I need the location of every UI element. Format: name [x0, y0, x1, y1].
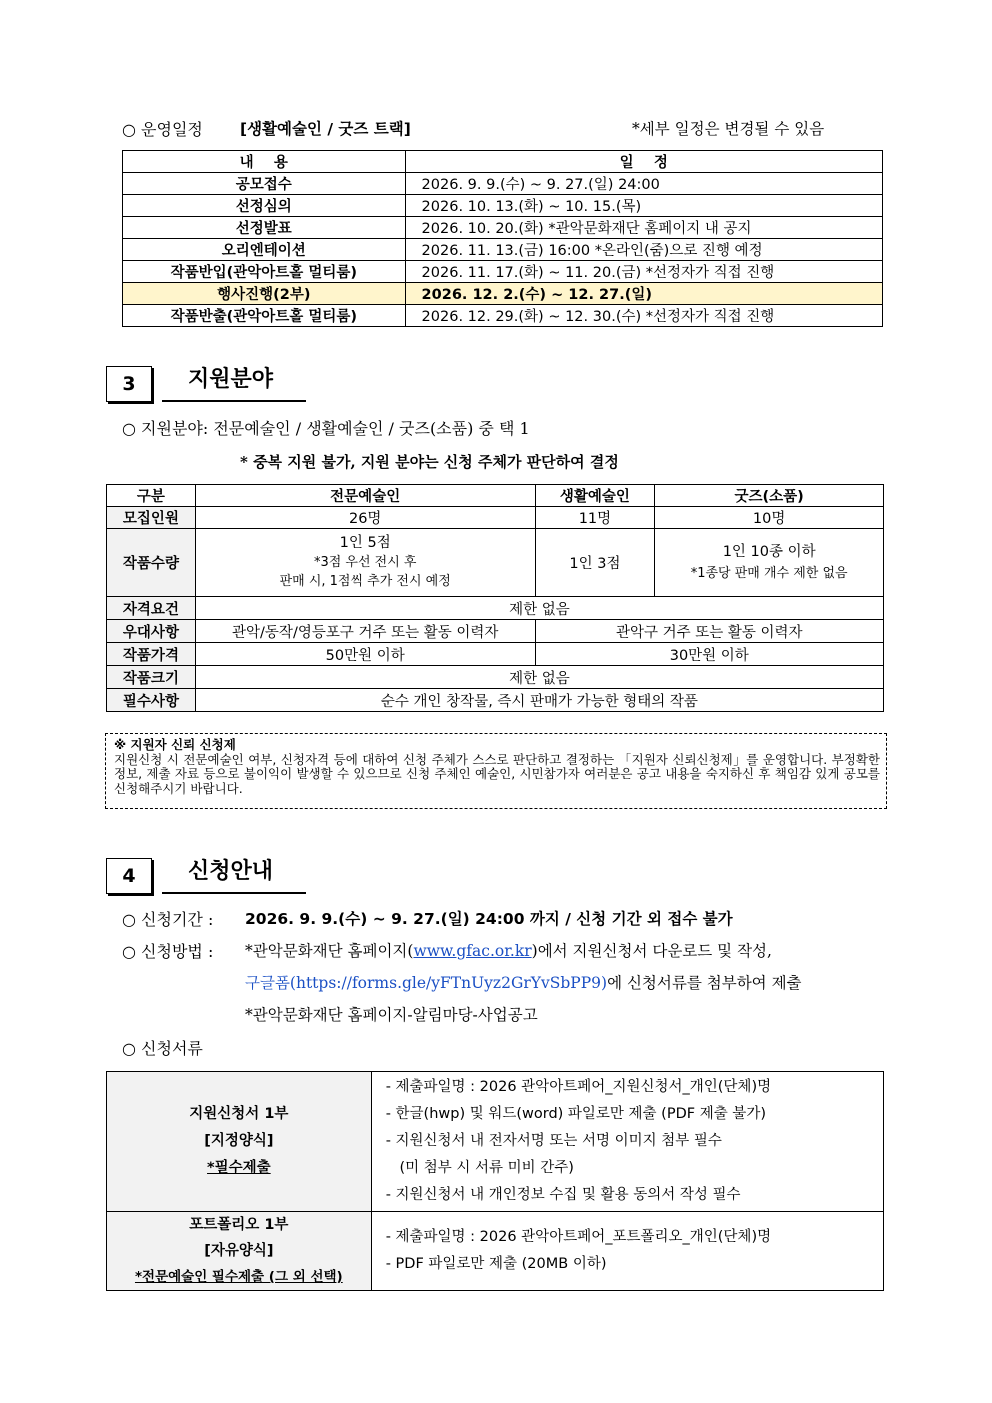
- row-label: 작품크기: [107, 666, 196, 689]
- schedule-item: 공모접수: [123, 173, 406, 195]
- field-row-required: [107, 689, 884, 712]
- docs-left-line: [지정양식]: [204, 1133, 274, 1149]
- field-row-price: [107, 643, 884, 666]
- schedule-header-date: 일 정: [405, 151, 882, 173]
- schedule-note: *세부 일정은 변경될 수 있음: [632, 120, 825, 138]
- quantity-pro-line: 1인 5점: [339, 535, 391, 551]
- schedule-row: [123, 305, 883, 327]
- docs-right-line: - PDF 파일로만 제출 (20MB 이하): [385, 1256, 607, 1272]
- field-header-category: 구분: [107, 485, 196, 507]
- docs-left-line: [자유양식]: [204, 1243, 274, 1259]
- qualification-value: 제한 없음: [195, 597, 883, 620]
- docs-right-line: - 지원신청서 내 전자서명 또는 서명 이미지 첨부 필수: [385, 1133, 722, 1149]
- schedule-row: [123, 195, 883, 217]
- schedule-header-item: 내 용: [123, 151, 406, 173]
- preference-others: 관악구 거주 또는 활동 이력자: [535, 620, 883, 643]
- section-3-title: 지원분야: [162, 364, 306, 402]
- field-header-pro: 전문예술인: [195, 485, 535, 507]
- docs-row-application: [107, 1072, 884, 1212]
- field-bullet: ○ 지원분야: 전문예술인 / 생활예술인 / 굿즈(소품) 중 택 1: [122, 419, 530, 438]
- docs-left-line: *필수제출: [207, 1160, 271, 1176]
- quantity-pro-line: *3점 우선 전시 후: [313, 555, 417, 570]
- docs-right-line: - 지원신청서 내 개인정보 수집 및 활용 동의서 작성 필수: [385, 1187, 741, 1203]
- trust-notice-box: [105, 733, 887, 809]
- period-label: ○ 신청기간 :: [122, 910, 214, 929]
- required-value: 순수 개인 창작물, 즉시 판매가 가능한 형태의 작품: [195, 689, 883, 712]
- trust-notice-title: ※ 지원자 신뢰 신청제: [114, 737, 236, 752]
- schedule-row: [123, 239, 883, 261]
- field-row-preference: [107, 620, 884, 643]
- field-table: [106, 484, 884, 712]
- method-line2-post: 에 신청서류를 첨부하여 제출: [607, 974, 802, 992]
- schedule-item: 작품반출(관악아트홀 멀티룸): [123, 305, 406, 327]
- docs-left-line: 지원신청서 1부: [189, 1106, 289, 1122]
- row-label: 필수사항: [107, 689, 196, 712]
- schedule-track: [생활예술인 / 굿즈 트랙]: [240, 120, 411, 138]
- schedule-table: [122, 150, 883, 327]
- schedule-row: [123, 261, 883, 283]
- price-pro: 50만원 이하: [195, 643, 535, 666]
- docs-row-portfolio: [107, 1212, 884, 1291]
- docs-table: [106, 1071, 884, 1291]
- field-header-row: [107, 485, 884, 507]
- quantity-pro-line: 판매 시, 1점씩 추가 전시 예정: [279, 574, 451, 589]
- docs-application-label: [107, 1072, 372, 1212]
- schedule-label: ○ 운영일정: [122, 120, 203, 139]
- docs-right-line: (미 첨부 시 서류 미비 간주): [385, 1160, 574, 1176]
- field-header-amateur: 생활예술인: [535, 485, 655, 507]
- row-label: 우대사항: [107, 620, 196, 643]
- method-pre: *관악문화재단 홈페이지(: [245, 942, 414, 960]
- schedule-item: 오리엔테이션: [123, 239, 406, 261]
- quantity-goods: [655, 529, 884, 597]
- size-value: 제한 없음: [195, 666, 883, 689]
- schedule-date: 2026. 9. 9.(수) ~ 9. 27.(일) 24:00: [405, 173, 882, 195]
- quantity-amateur: 1인 3점: [535, 529, 655, 597]
- section-3-number: 3: [106, 366, 152, 402]
- field-row-qualification: [107, 597, 884, 620]
- schedule-date: 2026. 11. 13.(금) 16:00 *온라인(줌)으로 진행 예정: [405, 239, 882, 261]
- docs-portfolio-label: [107, 1212, 372, 1291]
- field-row-size: [107, 666, 884, 689]
- schedule-item: 작품반입(관악아트홀 멀티룸): [123, 261, 406, 283]
- schedule-date: 2026. 12. 2.(수) ~ 12. 27.(일): [405, 283, 882, 305]
- method-line-3: *관악문화재단 홈페이지-알림마당-사업공고: [245, 1006, 538, 1024]
- recruit-goods: 10명: [655, 507, 884, 529]
- preference-pro: 관악/동작/영등포구 거주 또는 활동 이력자: [195, 620, 535, 643]
- method-line-1: [245, 939, 772, 961]
- recruit-pro: 26명: [195, 507, 535, 529]
- field-row-recruit: [107, 507, 884, 529]
- google-form-link[interactable]: 구글폼(https://forms.gle/yFTnUyz2GrYvSbPP9): [245, 974, 608, 992]
- section-4-number: 4: [106, 858, 152, 894]
- row-label: 작품가격: [107, 643, 196, 666]
- trust-notice-body: 지원신청 시 전문예술인 여부, 신청자격 등에 대하여 신청 주체가 스스로 판단하고 결정하는 「지원자 신뢰신청제」를 운영합니다. 부정확한 정보, 제출 자료 등으로 불이익이 발생할 수 있으므로 신청 주체인 예술인, 시민참가자 여러분은 공고 내용을 숙지하신 후 책임감 있게 공모를 신청해주시기 바랍니다.: [114, 751, 880, 796]
- docs-left-line: 포트폴리오 1부: [189, 1217, 289, 1233]
- method-line-2: [245, 971, 802, 993]
- docs-right-line: - 한글(hwp) 및 워드(word) 파일로만 제출 (PDF 제출 불가): [385, 1106, 766, 1122]
- docs-application-details: [371, 1072, 883, 1212]
- field-subnote: * 중복 지원 불가, 지원 분야는 신청 주체가 판단하여 결정: [240, 453, 619, 471]
- period-value: 2026. 9. 9.(수) ~ 9. 27.(일) 24:00 까지 / 신청 기간 외 접수 불가: [245, 910, 733, 928]
- docs-right-line: - 제출파일명 : 2026 관악아트페어_포트폴리오_개인(단체)명: [385, 1229, 772, 1245]
- schedule-row: [123, 173, 883, 195]
- docs-right-line: - 제출파일명 : 2026 관악아트페어_지원신청서_개인(단체)명: [385, 1079, 772, 1095]
- schedule-row: [123, 217, 883, 239]
- schedule-item: 행사진행(2부): [123, 283, 406, 305]
- gfac-homepage-link[interactable]: www.gfac.or.kr: [413, 942, 532, 960]
- docs-portfolio-details: [371, 1212, 883, 1291]
- schedule-date: 2026. 11. 17.(화) ~ 11. 20.(금) *선정자가 직접 진행: [405, 261, 882, 283]
- method-label: ○ 신청방법 :: [122, 942, 214, 961]
- section-4-title: 신청안내: [162, 856, 306, 894]
- schedule-item: 선정심의: [123, 195, 406, 217]
- docs-left-line: *전문예술인 필수제출 (그 외 선택): [134, 1269, 343, 1285]
- schedule-date: 2026. 12. 29.(화) ~ 12. 30.(수) *선정자가 직접 진행: [405, 305, 882, 327]
- row-label: 작품수량: [107, 529, 196, 597]
- schedule-row-highlighted: [123, 283, 883, 305]
- price-others: 30만원 이하: [535, 643, 883, 666]
- field-row-quantity: [107, 529, 884, 597]
- quantity-goods-line: *1종당 판매 개수 제한 없음: [690, 565, 848, 581]
- row-label: 자격요건: [107, 597, 196, 620]
- recruit-amateur: 11명: [535, 507, 655, 529]
- method-post: )에서 지원신청서 다운로드 및 작성,: [531, 942, 772, 960]
- schedule-date: 2026. 10. 13.(화) ~ 10. 15.(목): [405, 195, 882, 217]
- row-label: 모집인원: [107, 507, 196, 529]
- schedule-date: 2026. 10. 20.(화) *관악문화재단 홈페이지 내 공지: [405, 217, 882, 239]
- quantity-goods-line: 1인 10종 이하: [722, 543, 816, 560]
- field-header-goods: 굿즈(소품): [655, 485, 884, 507]
- docs-label: ○ 신청서류: [122, 1039, 203, 1058]
- quantity-pro: [195, 529, 535, 597]
- schedule-item: 선정발표: [123, 217, 406, 239]
- schedule-header-row: [123, 151, 883, 173]
